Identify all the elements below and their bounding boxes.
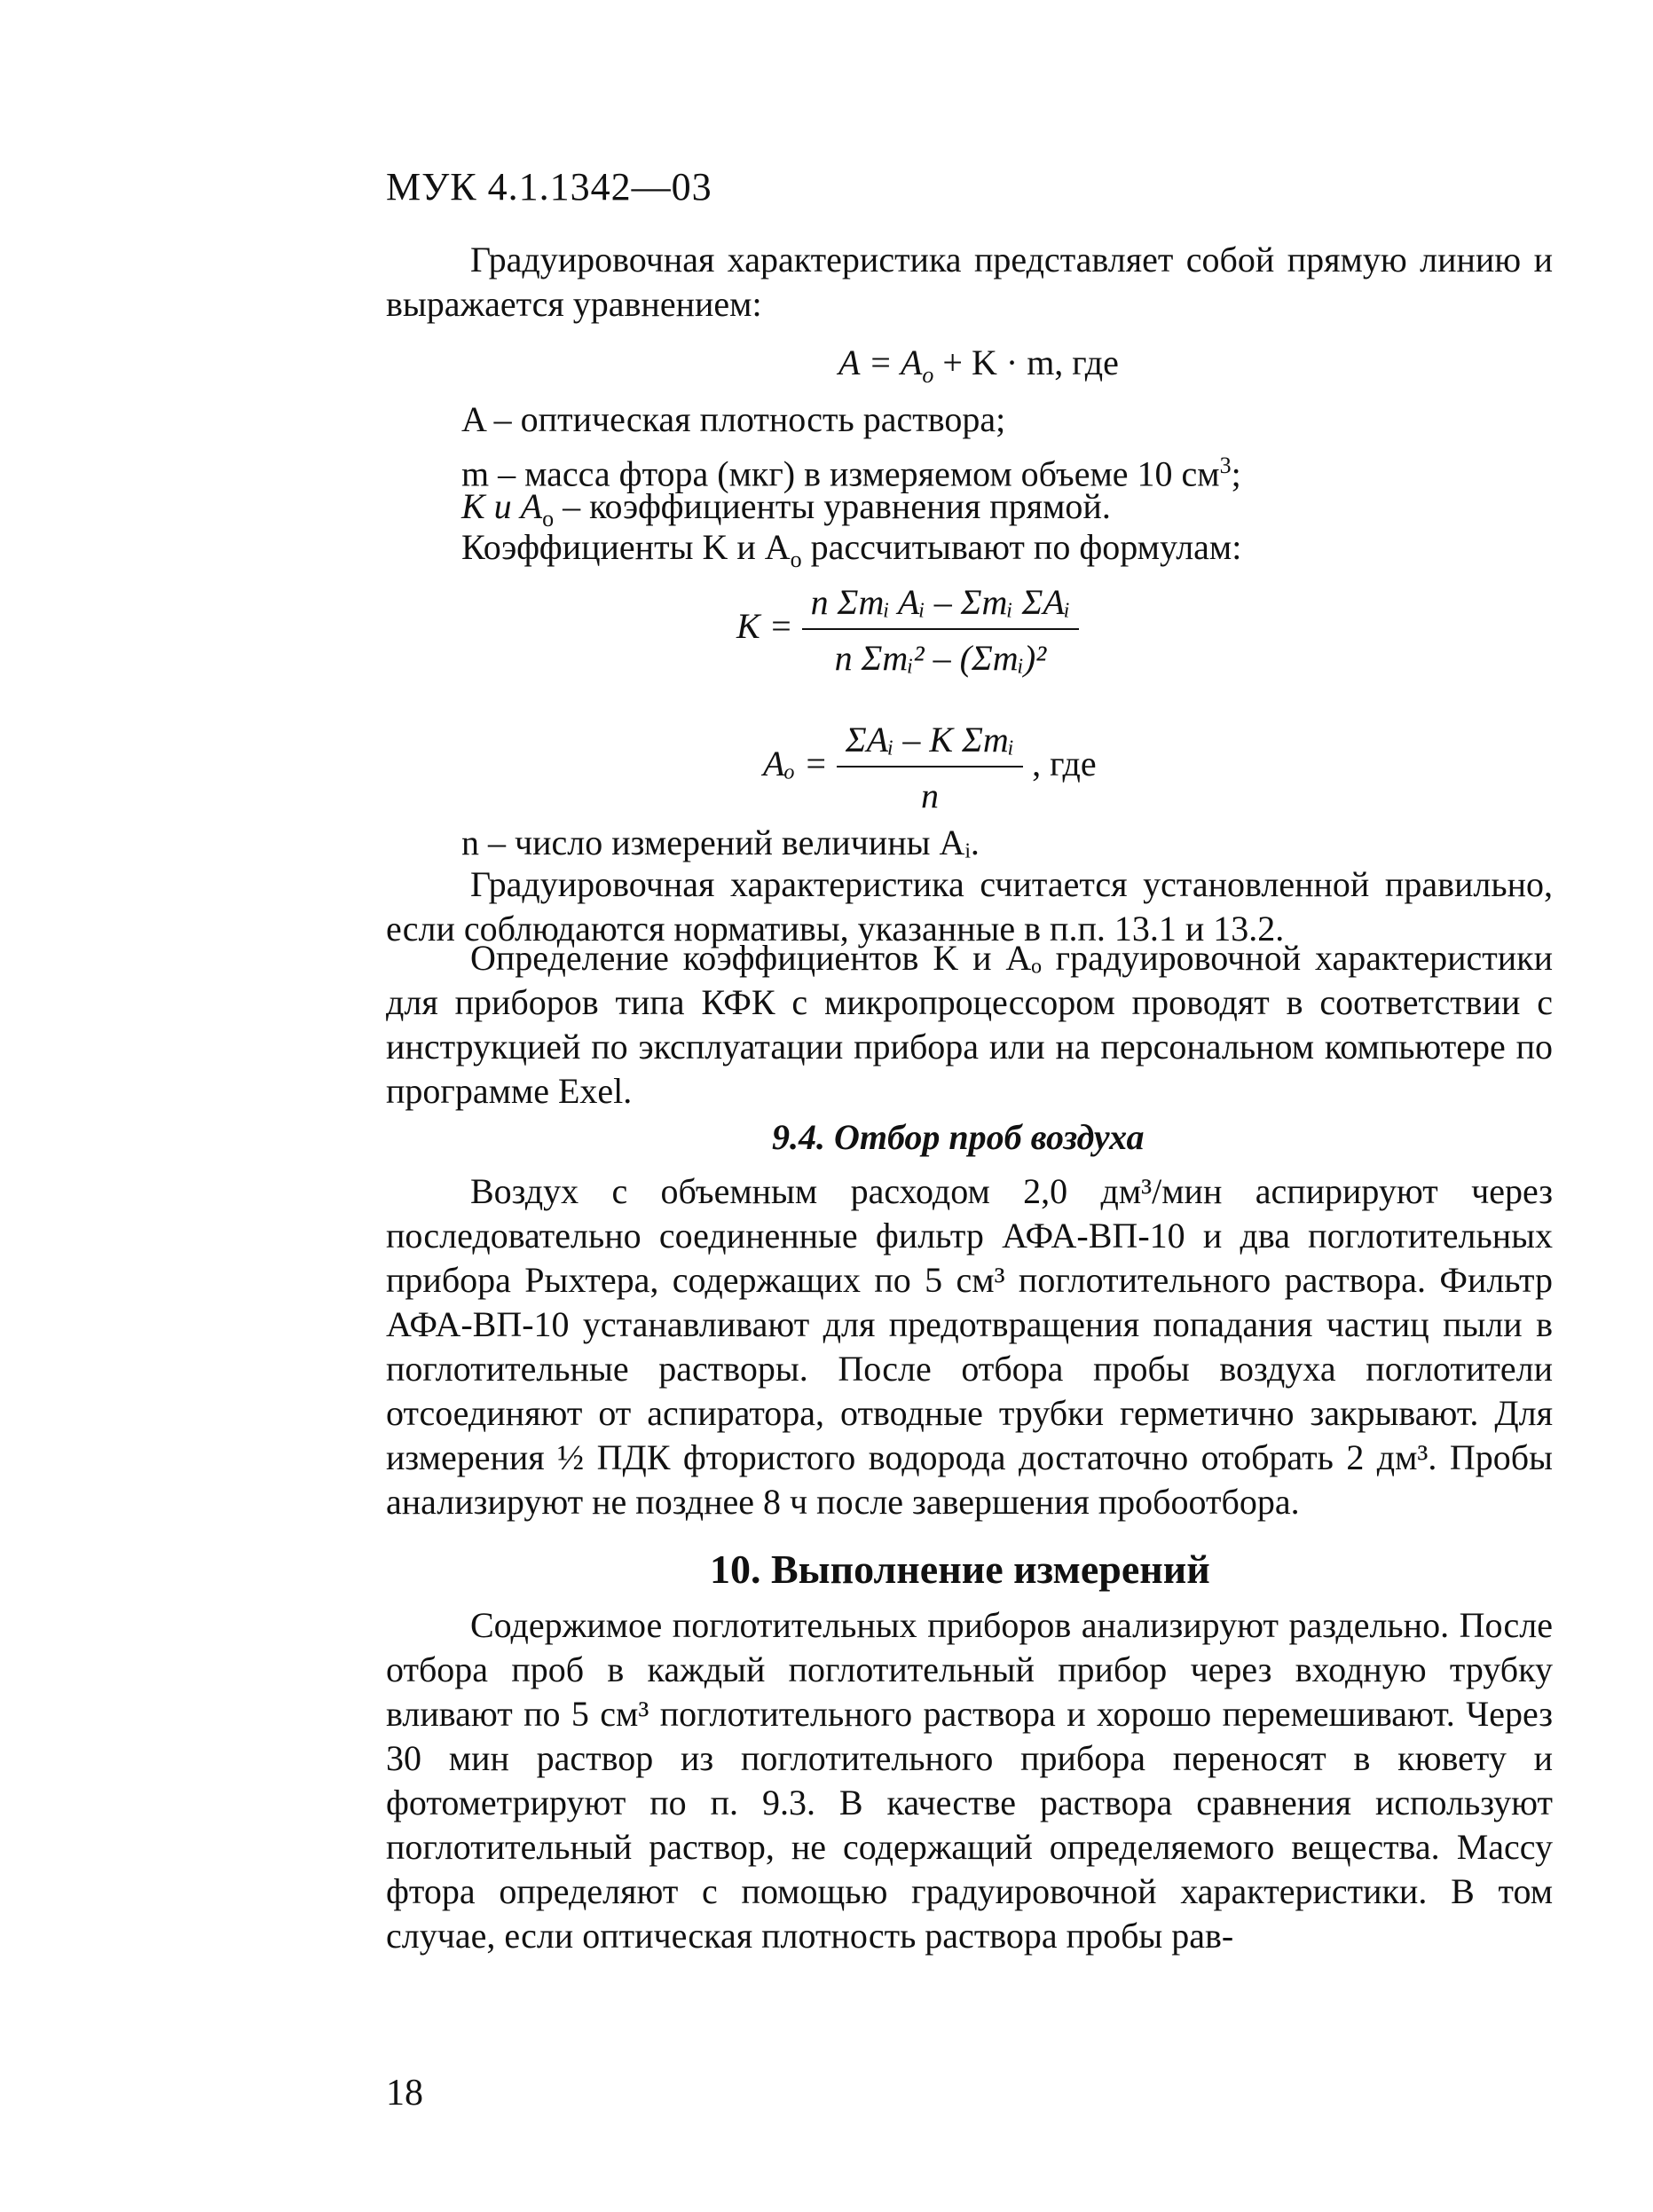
formula-K-fraction [802,581,1080,679]
definition-m-end: ; [1231,453,1241,494]
definition-m-text: m – масса фтора (мкг) в измеряемом объеме 10 см [461,453,1220,494]
equation-subscript: o [922,362,934,388]
definition-m-superscript: 3 [1219,453,1232,478]
formula-K-numerator: n Σmᵢ Aᵢ – Σmᵢ ΣAᵢ [802,581,1080,630]
formula-K-lhs: K = [736,606,793,647]
section-heading-9-4: 9.4. Отбор проб воздуха [772,1117,1145,1157]
paragraph-calibration-intro: Градуировочная характеристика представляет собой прямую линию и выражается уравнением: [386,240,1553,324]
definition-K-end: – коэффициенты уравнения прямой. [554,486,1111,526]
coefficients-subscript: o [790,547,802,572]
linear-equation [838,342,1119,389]
paragraph-coefficient-determination: Определение коэффициентов K и Aₒ градуировочной характеристики для приборов типа КФК с микропроцессором проводят в соответствии с инструкцией по эксплуатации прибора или на персональном компьютере по программе Exel. [386,938,1553,1111]
definition-K-text: K и A [461,486,543,526]
paragraph-calibration-valid: Градуировочная характеристика считается установленной правильно, если соблюдаются нормативы, указанные в п.п. 13.1 и 13.2. [386,864,1553,949]
formula-A0-numerator: ΣAᵢ – K Σmᵢ [837,719,1023,768]
formula-K [736,581,1079,679]
paragraph-measurements: Содержимое поглотительных приборов анализируют раздельно. После отбора проб в каждый поглотительный прибор через входную трубку вливают по 5 см³ поглотительного раствора и хорошо перемешивают. Через 30 мин раствор из поглотительного прибора переносят в кювету и фотометрируют по п. 9.3. В качестве раствора сравнения используют поглотительный раствор, не содержащий определяемого вещества. Массу фтора определяют с помощью градуировочной характеристики. В том случае, если оптическая плотность раствора пробы рав- [386,1605,1553,1956]
section-heading-10: 10. Выполнение измерений [710,1547,1210,1592]
document-code-header: МУК 4.1.1342—03 [386,165,712,209]
definition-n: n – число измерений величины Aᵢ. [461,823,980,862]
paragraph-air-sampling: Воздух с объемным расходом 2,0 дм³/мин аспирируют через последовательно соединенные фильтр АФА-ВП-10 и два поглотительных прибора Рыхтера, содержащих по 5 см³ поглотительного раствора. Фильтр АФА-ВП-10 устанавливают для предотвращения попадания частиц пыли в поглотительные растворы. После отбора пробы воздуха поглотители отсоединяют от аспиратора, отводные трубки герметично закрывают. Для измерения ½ ПДК фтористого водорода достаточно отобрать 2 дм³. Пробы анализируют не позднее 8 ч после завершения пробоотбора. [386,1171,1553,1522]
equation-rhs: + K · m, где [933,342,1119,382]
coefficients-end: рассчитывают по формулам: [801,527,1242,567]
equation-lhs: A = A [838,342,923,382]
coefficients-line [461,525,1241,582]
formula-A0-suffix: , где [1032,744,1097,784]
formula-A0-denominator: n [920,775,939,815]
formula-K-denominator: n Σmᵢ² – (Σmᵢ)² [834,638,1047,678]
definition-A: A – оптическая плотность раствора; [461,399,1006,439]
definition-K-subscript: o [542,506,555,531]
page-number: 18 [386,2073,423,2114]
formula-A0-lhs: Aₒ = [763,744,828,784]
formula-A0-fraction [837,719,1023,816]
formula-A0 [763,719,1097,816]
coefficients-text: Коэффициенты K и A [461,527,791,567]
